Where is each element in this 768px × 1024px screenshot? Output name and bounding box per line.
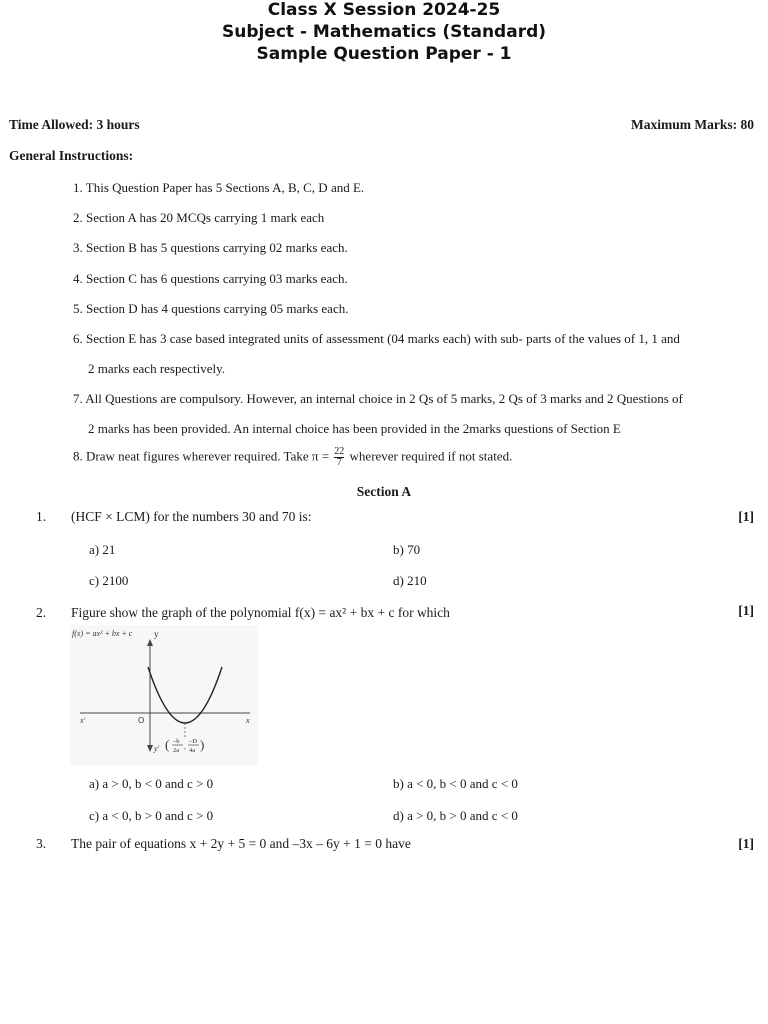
instruction-item: 2. Section A has 20 MCQs carrying 1 mark each xyxy=(73,210,325,225)
question-number: 2. xyxy=(36,605,47,620)
question-marks: [1] xyxy=(738,603,754,618)
option-a: a) a > 0, b < 0 and c > 0 xyxy=(89,776,214,791)
vertex-x-denominator: 2a xyxy=(173,747,180,754)
graph-x-neg-label: x' xyxy=(80,716,86,725)
question-marks: [1] xyxy=(738,509,754,524)
question-text: Figure show the graph of the polynomial f(x) = ax² + bx + c for which xyxy=(71,605,450,620)
parabola-graph xyxy=(70,625,258,765)
option-a: a) 21 xyxy=(89,542,116,557)
graph-x-label: x xyxy=(246,716,250,725)
graph-function-label: f(x) = ax² + bx + c xyxy=(72,629,133,638)
option-c: c) 2100 xyxy=(89,573,129,588)
time-allowed: Time Allowed: 3 hours xyxy=(9,117,140,132)
vertex-y-numerator: –D xyxy=(189,738,197,745)
graph-y-neg-label: y' xyxy=(154,744,160,753)
general-instructions-heading: General Instructions: xyxy=(9,148,134,163)
instruction-item: 3. Section B has 5 questions carrying 02 marks each. xyxy=(73,240,348,255)
parabola-curve xyxy=(148,667,222,723)
graph-y-label: y xyxy=(154,629,159,639)
vertex-close-paren: ) xyxy=(200,737,205,752)
question-text: (HCF × LCM) for the numbers 30 and 70 is: xyxy=(71,509,312,524)
instruction-item: 1. This Question Paper has 5 Sections A, B, C, D and E. xyxy=(73,180,365,195)
instruction-item-pi xyxy=(73,447,512,468)
instruction-item: 6. Section E has 3 case based integrated units of assessment (04 marks each) with sub- parts of the values of 1, 1 and xyxy=(73,331,680,346)
paper-title: Sample Question Paper - 1 xyxy=(256,44,512,64)
instruction-pi-suffix: wherever required if not stated. xyxy=(349,448,513,464)
paper-subject: Subject - Mathematics (Standard) xyxy=(221,22,547,42)
vertex-y-denominator: 4a xyxy=(189,747,196,754)
instruction-item-continued: 2 marks each respectively. xyxy=(88,361,226,376)
parabola-graph-svg xyxy=(70,625,258,765)
instruction-item-continued: 2 marks has been provided. An internal choice has been provided in the 2marks questions of Section E xyxy=(88,421,621,436)
option-d: d) a > 0, b > 0 and c < 0 xyxy=(393,808,518,823)
paper-class-session: Class X Session 2024-25 xyxy=(267,0,501,20)
question-marks: [1] xyxy=(738,836,754,851)
pi-fraction-denominator: 7 xyxy=(336,457,342,468)
pi-fraction-numerator: 22 xyxy=(334,446,345,457)
section-a-heading: Section A xyxy=(356,484,412,499)
instruction-pi-prefix: 8. Draw neat figures wherever required. Take π = xyxy=(73,448,330,464)
graph-y-neg-arrow-icon xyxy=(147,745,153,752)
instruction-item: 5. Section D has 4 questions carrying 05 marks each. xyxy=(73,301,349,316)
pi-fraction xyxy=(334,447,344,468)
instruction-item: 7. All Questions are compulsory. However, an internal choice in 2 Qs of 5 marks, 2 Qs of 3 marks and 2 Questions of xyxy=(73,391,683,406)
question-number: 1. xyxy=(36,509,47,524)
vertex-comma: , xyxy=(184,743,186,751)
question-text: The pair of equations x + 2y + 5 = 0 and –3x – 6y + 1 = 0 have xyxy=(71,836,411,851)
question-number: 3. xyxy=(36,836,47,851)
option-b: b) 70 xyxy=(393,542,421,557)
graph-origin-label: O xyxy=(138,716,145,725)
option-c: c) a < 0, b > 0 and c > 0 xyxy=(89,808,214,823)
option-d: d) 210 xyxy=(393,573,427,588)
option-b: b) a < 0, b < 0 and c < 0 xyxy=(393,776,518,791)
vertex-open-paren: ( xyxy=(165,737,170,752)
instruction-item: 4. Section C has 6 questions carrying 03 marks each. xyxy=(73,271,348,286)
vertex-x-numerator: –b xyxy=(173,738,180,745)
graph-y-arrow-icon xyxy=(147,639,153,646)
maximum-marks: Maximum Marks: 80 xyxy=(631,117,754,132)
